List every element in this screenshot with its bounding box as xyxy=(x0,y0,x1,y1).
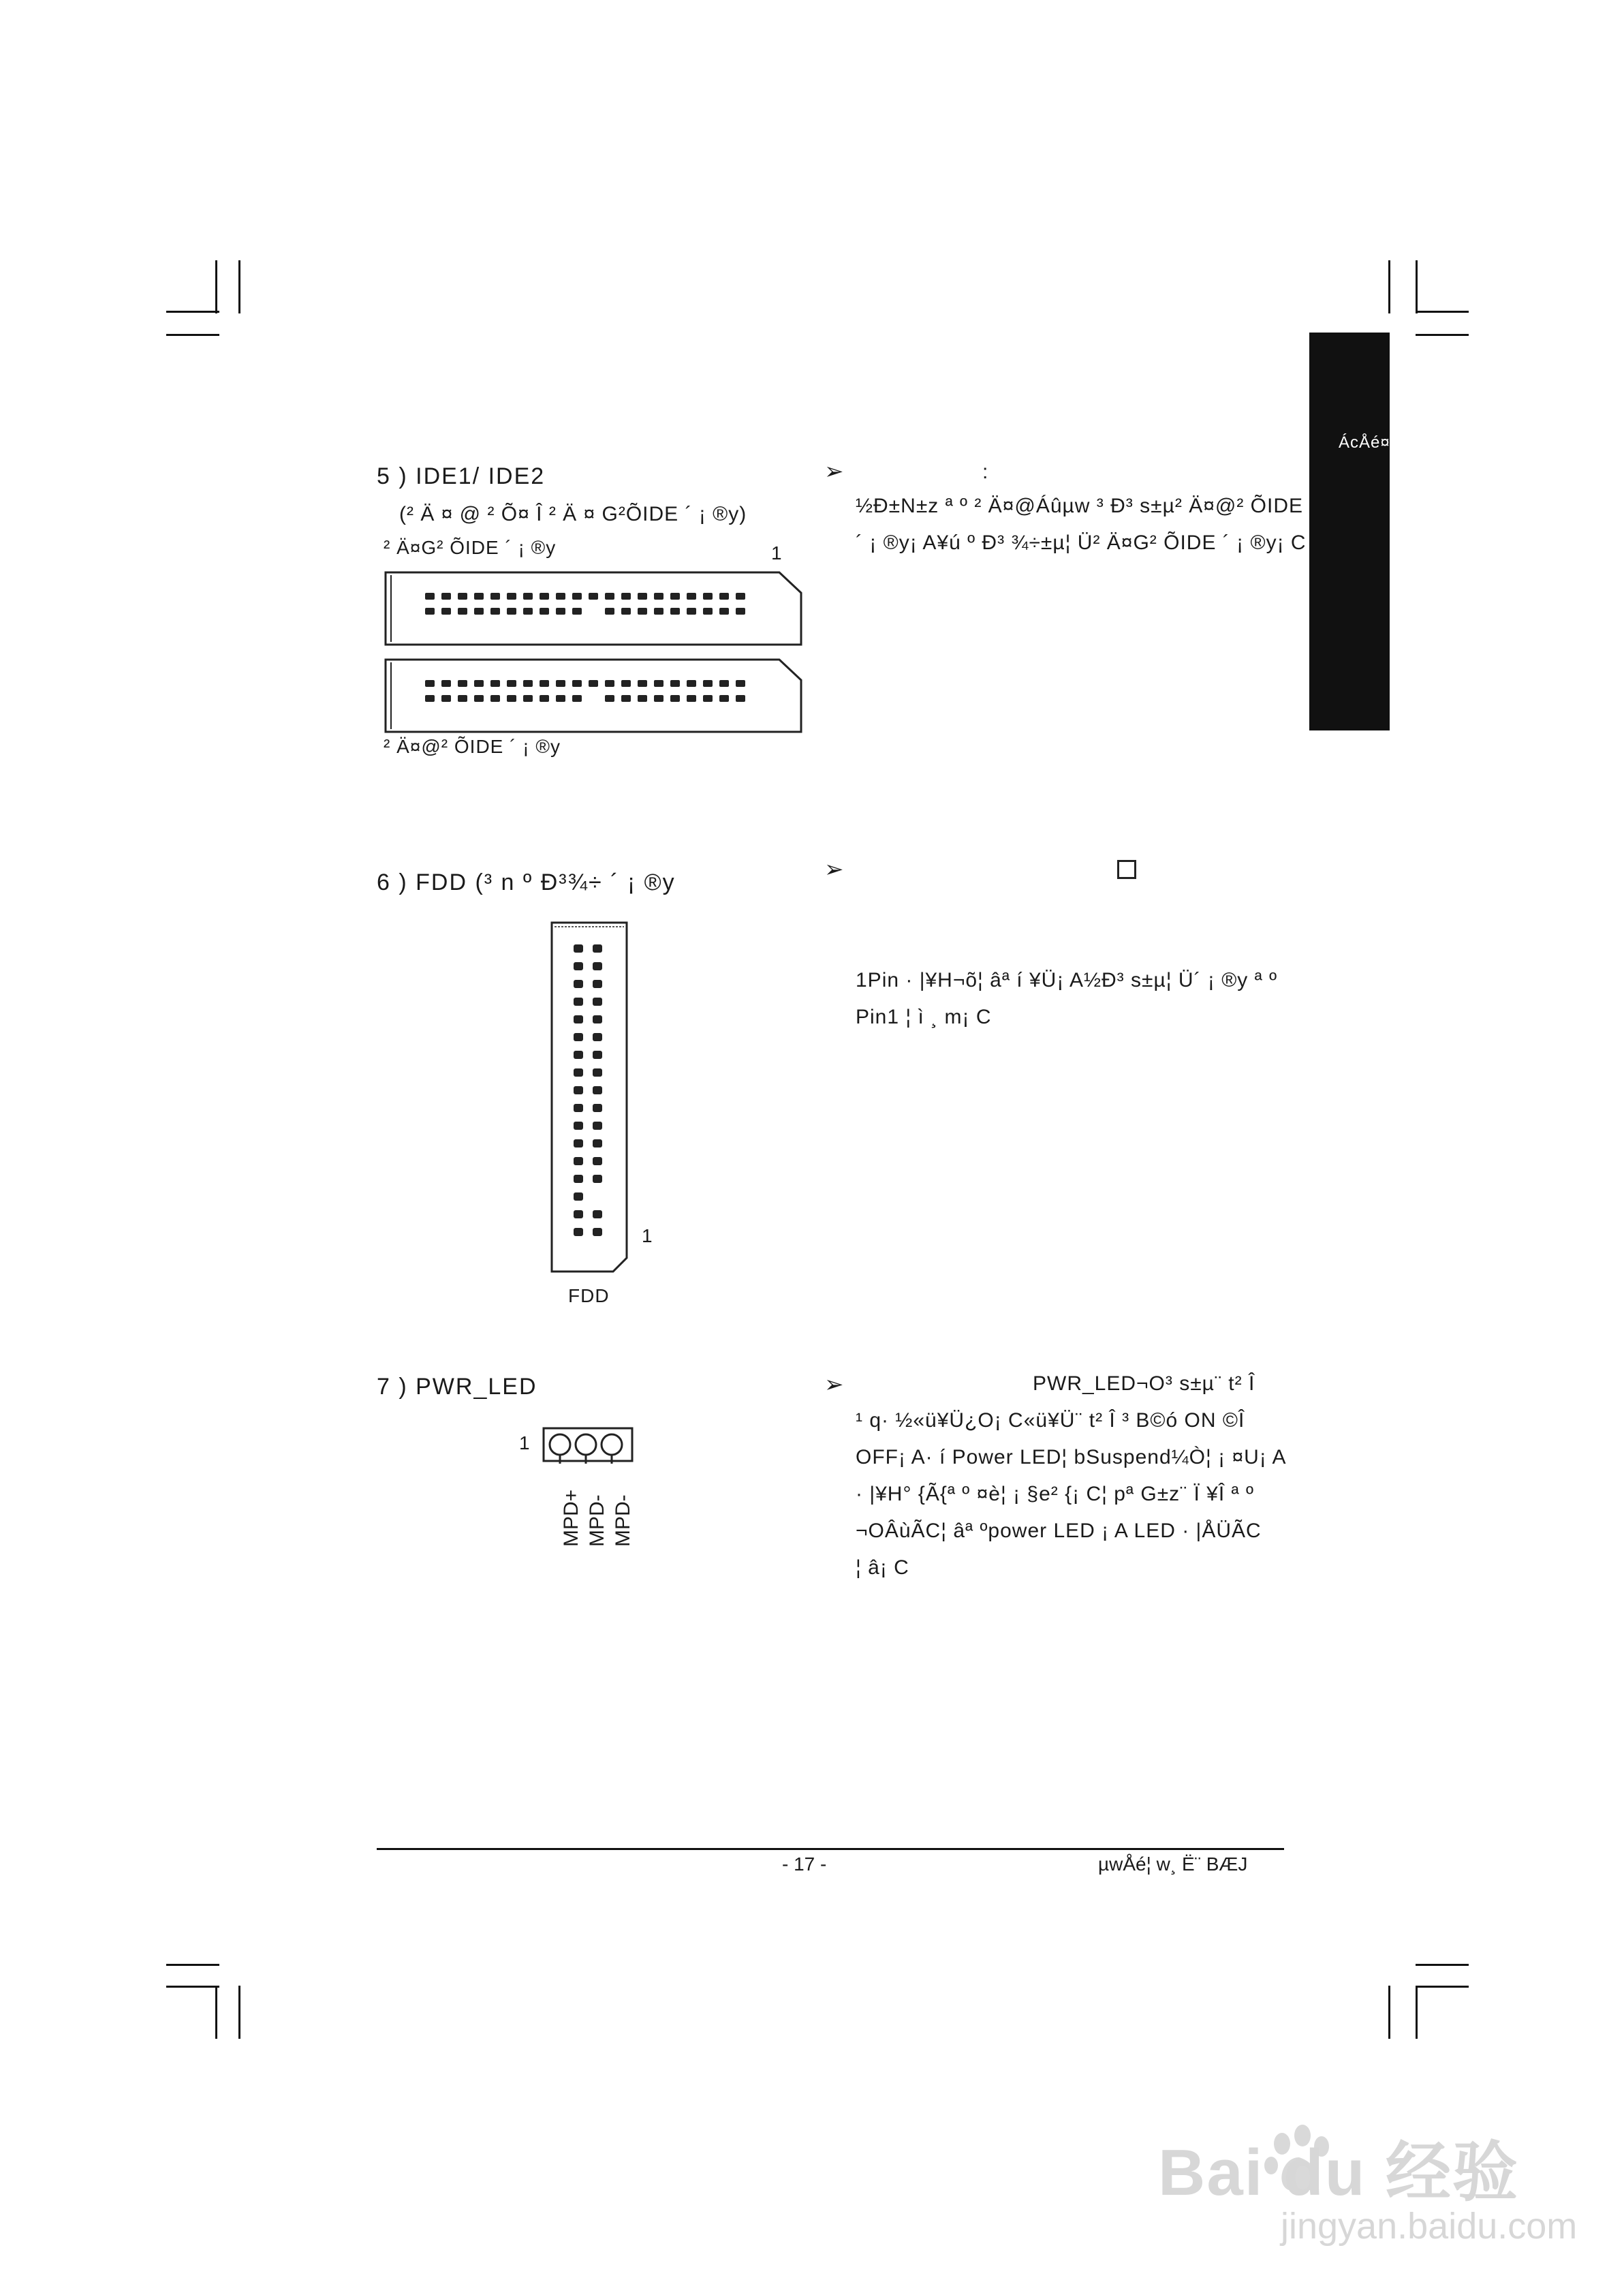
connector-pin xyxy=(556,695,565,702)
fdd-pin xyxy=(593,1210,602,1218)
crop-mark-bottom-right-v xyxy=(1388,1986,1390,2039)
crop-mark-bottom-left-h2 xyxy=(166,1986,219,1988)
fdd-pin xyxy=(574,1086,583,1094)
connector-pin xyxy=(703,680,713,687)
connector-pin xyxy=(703,608,713,615)
fdd-pin xyxy=(593,1175,602,1183)
crop-mark-bottom-right-h xyxy=(1416,1964,1469,1966)
connector-pin xyxy=(425,680,435,687)
connector-pin xyxy=(670,680,680,687)
pwr-pin-label-1: MPD+ xyxy=(560,1489,582,1547)
fdd-pin xyxy=(574,1033,583,1041)
ide-label-secondary: ² Ä¤G² ÕIDE ´ ¡ ®y xyxy=(384,537,557,558)
connector-pin xyxy=(490,593,500,600)
crop-mark-top-left-v xyxy=(215,260,217,313)
fdd-heading: 6 ) FDD (³ n º Ð³¾÷ ´ ¡ ®y xyxy=(377,869,676,895)
connector-pin xyxy=(425,608,435,615)
ide-note-line-1: ½Ð±N±z ª º ² Ä¤@Áûµw ³ Ð³ s±µ² Ä¤@² ÕIDE xyxy=(856,495,1304,517)
connector-pin xyxy=(540,680,549,687)
pwr-led-header-diagram xyxy=(542,1426,635,1464)
connector-pin xyxy=(458,608,467,615)
connector-pin xyxy=(425,695,435,702)
connector-pin xyxy=(572,608,582,615)
connector-pin xyxy=(572,680,582,687)
fdd-pin xyxy=(574,998,583,1006)
ide-heading: 5 ) IDE1/ IDE2 xyxy=(377,463,546,489)
pwr-note-line-5: ¬OÂùÃC¦ âª ºpower LED ¡ A LED · |ÅÜÃC xyxy=(856,1520,1262,1542)
connector-pin xyxy=(474,608,484,615)
connector-pin xyxy=(621,695,631,702)
connector-pin xyxy=(670,695,680,702)
connector-pin xyxy=(458,593,467,600)
ide-subheading: (² Ä ¤ @ ² Õ¤ Î ² Ä ¤ G²ÕIDE ´ ¡ ®y) xyxy=(399,503,747,525)
connector-pin xyxy=(605,680,614,687)
connector-pin xyxy=(507,695,516,702)
ide-label-primary: ² Ä¤@² ÕIDE ´ ¡ ®y xyxy=(384,736,561,757)
pwr-pin-label-3: MPD- xyxy=(612,1494,634,1547)
fdd-pin xyxy=(574,1122,583,1130)
connector-pin xyxy=(638,608,647,615)
pwr-pin1-label: 1 xyxy=(519,1432,531,1453)
connector-pin xyxy=(556,680,565,687)
connector-pin xyxy=(621,680,631,687)
fdd-pin xyxy=(593,1051,602,1059)
connector-pin xyxy=(605,593,614,600)
connector-pin xyxy=(458,695,467,702)
pwr-note-line-1: PWR_LED¬O³ s±µ¨ t² Î xyxy=(1033,1372,1255,1395)
fdd-pin xyxy=(593,1015,602,1023)
connector-pin xyxy=(736,608,745,615)
footer-rule xyxy=(377,1848,1284,1850)
crop-mark-bottom-left-v xyxy=(215,1986,217,2039)
connector-pin xyxy=(605,608,614,615)
connector-pin xyxy=(621,608,631,615)
connector-pin xyxy=(670,593,680,600)
connector-pin xyxy=(719,695,729,702)
connector-pin xyxy=(736,680,745,687)
watermark-url: jingyan.baidu.com xyxy=(1281,2206,1578,2247)
connector-pin xyxy=(540,695,549,702)
fdd-pin xyxy=(574,1228,583,1236)
connector-pin xyxy=(687,680,696,687)
fdd-pin1-label: 1 xyxy=(642,1225,653,1246)
fdd-pin xyxy=(574,1210,583,1218)
connector-pin xyxy=(556,608,565,615)
connector-pin xyxy=(441,695,451,702)
fdd-pin xyxy=(593,1122,602,1130)
fdd-pin xyxy=(593,1157,602,1165)
chapter-side-tab xyxy=(1309,333,1390,730)
fdd-pin xyxy=(593,1228,602,1236)
connector-pin xyxy=(474,695,484,702)
connector-pin xyxy=(523,695,533,702)
fdd-pin xyxy=(574,1157,583,1165)
crop-mark-top-left-h xyxy=(166,311,219,313)
connector-pin xyxy=(589,680,598,687)
connector-pin xyxy=(572,695,582,702)
fdd-pin xyxy=(593,944,602,953)
crop-mark-bottom-left-v2 xyxy=(238,1986,240,2039)
connector-pin xyxy=(638,680,647,687)
fdd-pin xyxy=(574,1104,583,1112)
ide-note-arrow: ➢ xyxy=(824,459,844,484)
fdd-pin xyxy=(593,1104,602,1112)
fdd-pin xyxy=(593,998,602,1006)
fdd-pin xyxy=(574,944,583,953)
connector-pin xyxy=(540,608,549,615)
connector-pin xyxy=(703,695,713,702)
footer-section-title: µwÅé¦ w¸ Ë¨ BÆJ xyxy=(1098,1853,1248,1875)
connector-pin xyxy=(523,608,533,615)
connector-pin xyxy=(458,680,467,687)
connector-pin xyxy=(687,695,696,702)
connector-pin xyxy=(687,608,696,615)
connector-pin xyxy=(490,695,500,702)
connector-pin xyxy=(670,608,680,615)
connector-pin xyxy=(605,695,614,702)
connector-pin xyxy=(621,593,631,600)
pwr-note-arrow: ➢ xyxy=(824,1372,844,1398)
connector-pin xyxy=(441,593,451,600)
fdd-pin xyxy=(593,1139,602,1148)
connector-pin xyxy=(736,593,745,600)
crop-mark-bottom-left-h xyxy=(166,1964,219,1966)
pwr-note-line-2: ¹ q· ½«ü¥Ü¿O¡ C«ü¥Ü¨ t² Î ³ B©ó ON ©Î xyxy=(856,1409,1245,1432)
crop-mark-bottom-right-v2 xyxy=(1416,1986,1418,2039)
fdd-note-box-icon xyxy=(1117,860,1136,879)
connector-pin xyxy=(425,593,435,600)
pwr-note-line-6: ¦ â¡ C xyxy=(856,1556,909,1579)
fdd-pin xyxy=(593,962,602,970)
fdd-pin xyxy=(593,980,602,988)
watermark-brand: Bai du 经验 xyxy=(1158,2136,1520,2209)
crop-mark-bottom-right-h2 xyxy=(1416,1986,1469,1988)
connector-pin xyxy=(474,593,484,600)
connector-pin xyxy=(523,593,533,600)
connector-pin xyxy=(523,680,533,687)
fdd-note-line-2: Pin1 ¦ ì ¸ m¡ C xyxy=(856,1006,992,1028)
fdd-pin xyxy=(574,1192,583,1201)
crop-mark-top-right-v2 xyxy=(1416,260,1418,313)
pwr-heading: 7 ) PWR_LED xyxy=(377,1374,537,1400)
fdd-pin xyxy=(593,1068,602,1077)
connector-pin xyxy=(736,695,745,702)
connector-pin xyxy=(507,680,516,687)
connector-pin xyxy=(474,680,484,687)
connector-pin xyxy=(638,695,647,702)
crop-mark-top-right-h2 xyxy=(1416,334,1469,336)
page-number: - 17 - xyxy=(782,1853,827,1875)
connector-pin xyxy=(572,593,582,600)
connector-pin xyxy=(441,680,451,687)
pwr-note-line-4: · |¥H° {Ã{ª º ¤è¦ ¡ §e² {¡ C¦ pª G±z¨ Ï ¥Î ª º xyxy=(856,1483,1254,1505)
connector-pin xyxy=(654,695,663,702)
connector-pin xyxy=(490,608,500,615)
pwr-pin-labels xyxy=(545,1464,640,1551)
ide-connector-diagram xyxy=(381,566,813,739)
ide-note-title: : xyxy=(982,461,989,483)
fdd-label: FDD xyxy=(568,1285,610,1306)
connector-pin xyxy=(441,608,451,615)
connector-pin xyxy=(687,593,696,600)
connector-pin xyxy=(654,593,663,600)
crop-mark-top-left-h2 xyxy=(166,334,219,336)
fdd-pin xyxy=(593,1033,602,1041)
connector-pin xyxy=(654,608,663,615)
fdd-pin xyxy=(574,980,583,988)
connector-pin xyxy=(654,680,663,687)
ide-pin1-label: 1 xyxy=(771,542,783,564)
fdd-pin xyxy=(574,1051,583,1059)
connector-pin xyxy=(556,593,565,600)
fdd-note-line-1: 1Pin · |¥H¬õ¦ âª í ¥Ü¡ A½Ð³ s±µ¦ Ü´ ¡ ®y ª º xyxy=(856,969,1278,991)
connector-pin xyxy=(719,593,729,600)
connector-pin xyxy=(638,593,647,600)
fdd-note-arrow: ➢ xyxy=(824,857,844,882)
connector-pin xyxy=(703,593,713,600)
connector-pin xyxy=(719,680,729,687)
crop-mark-top-left-v2 xyxy=(238,260,240,313)
connector-pin xyxy=(490,680,500,687)
ide-note-line-2: ´ ¡ ®y¡ A¥ú º Ð³ ¾÷±µ¦ Ü² Ä¤G² ÕIDE ´ ¡ ®y¡ C xyxy=(856,532,1307,554)
fdd-pin xyxy=(574,1015,583,1023)
fdd-pin xyxy=(574,1068,583,1077)
fdd-pin xyxy=(574,1175,583,1183)
connector-pin xyxy=(589,593,598,600)
connector-pin xyxy=(507,608,516,615)
pwr-pin-label-2: MPD- xyxy=(586,1494,608,1547)
crop-mark-top-right-v xyxy=(1388,260,1390,313)
fdd-pin xyxy=(593,1086,602,1094)
chapter-side-tab-label: ÁcÅé¤¤ xyxy=(1339,433,1401,452)
fdd-pin xyxy=(574,1139,583,1148)
connector-pin xyxy=(540,593,549,600)
fdd-connector-diagram xyxy=(545,920,647,1274)
crop-mark-top-right-h xyxy=(1416,311,1469,313)
connector-pin xyxy=(719,608,729,615)
connector-pin xyxy=(507,593,516,600)
fdd-pin xyxy=(574,962,583,970)
pwr-note-line-3: OFF¡ A· í Power LED¦ bSuspend¼Ò¦ ¡ ¤U¡ A xyxy=(856,1446,1287,1468)
